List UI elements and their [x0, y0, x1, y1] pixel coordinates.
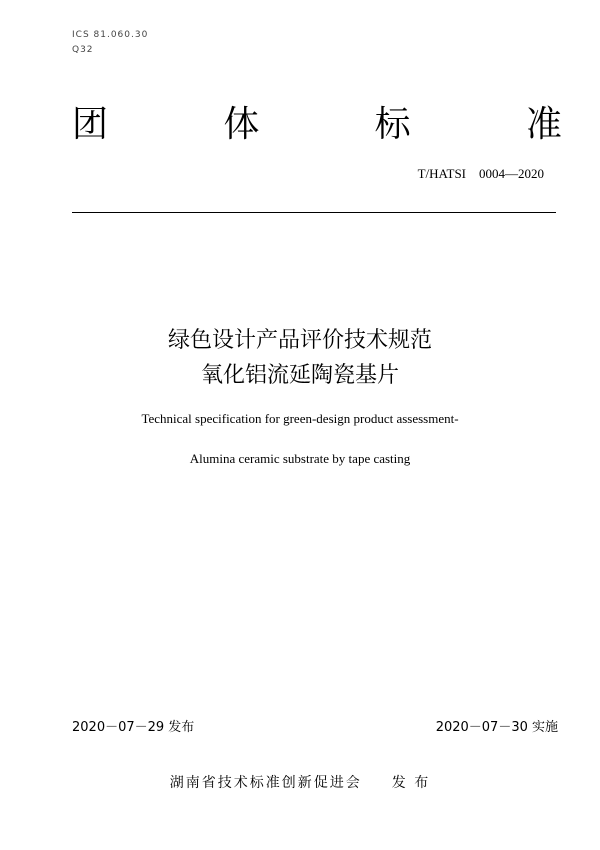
ics-code: ICS 81.060.30	[72, 30, 149, 40]
title-english-line-2: Alumina ceramic substrate by tape casting	[189, 451, 411, 466]
title-chinese-line-2: 氧化铝流延陶瓷基片	[200, 363, 399, 388]
publisher-line	[0, 772, 600, 792]
publisher-name: 湖南省技术标准创新促进会	[169, 775, 362, 791]
implementation-date: 2020－07－30 实施	[435, 720, 558, 735]
standard-type-char: 体	[223, 104, 260, 145]
publisher-action: 发 布	[391, 775, 431, 791]
standard-type-char: 准	[525, 104, 562, 145]
standard-type-heading	[72, 103, 562, 147]
classification-code: Q32	[72, 45, 94, 55]
title-english-line-1: Technical specification for green-design product assessment-	[141, 411, 459, 426]
issue-date: 2020－07－29 发布	[72, 720, 195, 735]
header-divider	[72, 212, 556, 213]
title-chinese-line-1: 绿色设计产品评价技术规范	[167, 328, 432, 353]
standard-type-char: 标	[374, 104, 411, 145]
standard-number: T/HATSI 0004—2020	[417, 166, 544, 181]
standard-type-char: 团	[72, 104, 109, 145]
